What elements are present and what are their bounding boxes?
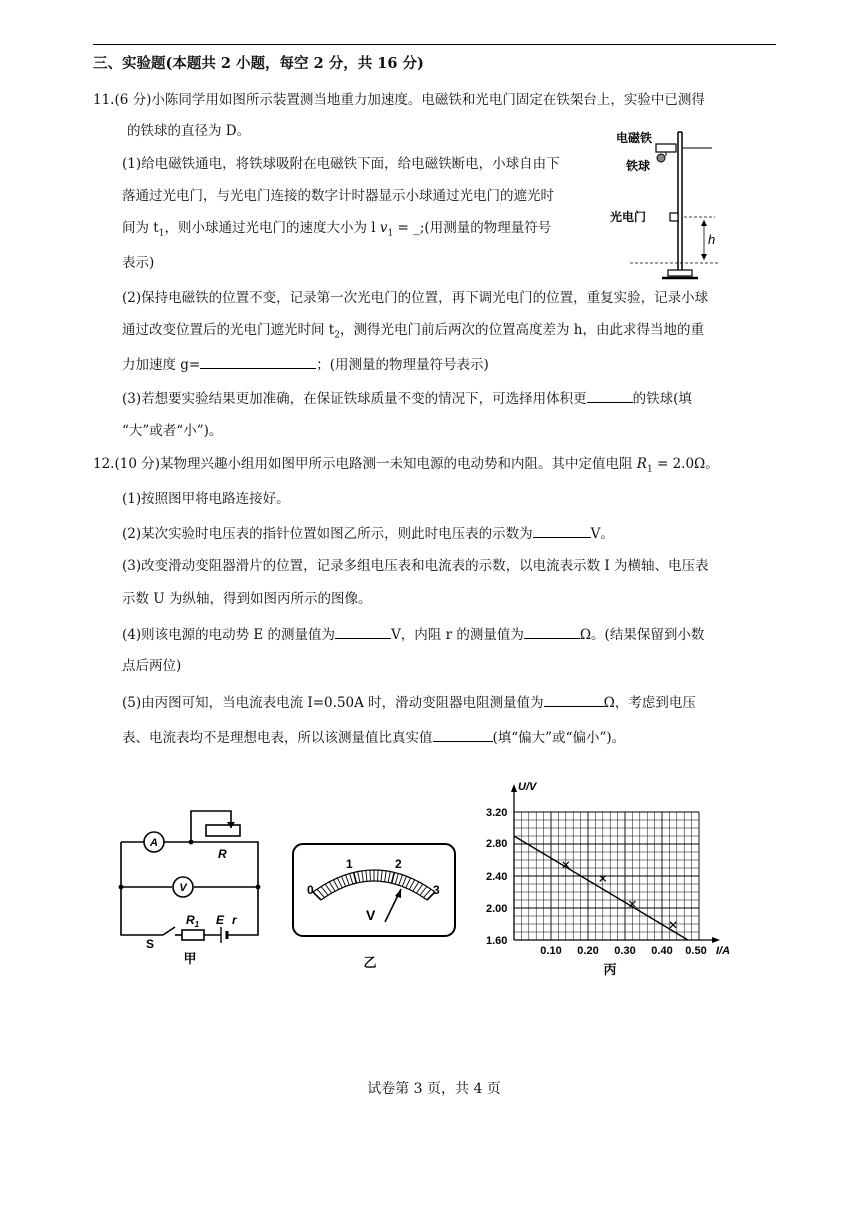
q12-part2-text-a: (2)某次实验时电压表的指针位置如图乙所示，则此时电压表的示数为 — [122, 526, 533, 542]
q11-stem-line1: 11.(6 分)小陈同学用如图所示装置测当地重力加速度。电磁铁和光电门固定在铁架台上，实验中已测得 — [93, 92, 705, 108]
q12-part4-text-a: (4)则该电源的电动势 E 的测量值为 — [122, 627, 336, 643]
rheostat-label: R — [218, 847, 227, 861]
q11-part3-line2: “大”或者“小”)。 — [122, 423, 223, 439]
switch-label: S — [146, 937, 155, 951]
header-rule — [93, 44, 776, 45]
q12-stem-text-a: 12.(10 分)某物理兴趣小组用如图甲所示电路测一未知电源的电动势和内阻。其中定值电阻 — [93, 456, 637, 472]
q11-part1-text-a: 间为 t — [122, 220, 159, 236]
resistor-r1-shape — [182, 930, 204, 940]
gate-shape — [670, 213, 678, 221]
q11-part3-text-b: 的铁球(填 — [632, 391, 692, 407]
answer-blank-voltage[interactable] — [533, 523, 591, 538]
q12-part3-line2: 示数 U 为纵轴，得到如图丙所示的图像。 — [122, 591, 372, 607]
q12-stem-r-symbol: R — [636, 456, 647, 472]
q11-part2-sub: 2 — [334, 330, 340, 341]
q11-part2-text-c: 力加速度 g= — [122, 357, 201, 373]
q12-stem-text-b: = 2.0Ω。 — [652, 456, 719, 472]
q12-part2 — [122, 523, 614, 543]
q12-stem-r-sub: 1 — [646, 464, 653, 475]
answer-blank-rheostat[interactable] — [544, 692, 604, 707]
q12-part2-text-b: V。 — [590, 526, 614, 542]
meter-tick-2: 2 — [395, 857, 402, 871]
q11-part3-text-a: (3)若想要实验结果更加准确，在保证铁球质量不变的情况下，可选择用体积更 — [122, 391, 587, 407]
q12-part4-line1 — [122, 624, 704, 644]
q11-part2-line3 — [122, 354, 489, 374]
q11-velocity-symbol: v — [379, 220, 388, 236]
label-ball: 铁球 — [626, 159, 651, 173]
label-magnet: 电磁铁 — [616, 131, 653, 145]
q11-part2-line1: (2)保持电磁铁的位置不变，记录第一次光电门的位置，再下调光电门的位置，重复实验，记录小球 — [122, 290, 709, 306]
q12-part5-text-a: (5)由丙图可知，当电流表电流 I=0.50A 时，滑动变阻器电阻测量值为 — [122, 695, 544, 711]
meter-unit: V — [366, 907, 376, 923]
caption-jia: 甲 — [183, 951, 197, 966]
answer-blank-size[interactable] — [587, 388, 633, 403]
q11-stem-line2: 的铁球的直径为 D。 — [127, 123, 251, 139]
q11-part2-text-a: 通过改变位置后的光电门遮光时间 t — [122, 322, 335, 338]
data-point — [670, 922, 676, 928]
q12-part3-line1: (3)改变滑动变阻器滑片的位置，记录多组电压表和电流表的示数，以电流表示数 I 为横轴、电压表 — [122, 558, 709, 574]
graph-xtick-2: 0.30 — [614, 945, 636, 957]
label-gate: 光电门 — [610, 210, 647, 224]
q11-part1-line4: 表示) — [122, 255, 155, 271]
q11-part2-text-b: ，测得光电门前后两次的位置高度差为 h，由此求得当地的重 — [339, 322, 704, 338]
q12-part5-text-c: 表、电流表均不是理想电表，所以该测量值比真实值 — [122, 730, 433, 746]
q11-part1-text-c: = _;(用测量的物理量符号 — [393, 220, 552, 236]
answer-blank-bias[interactable] — [433, 727, 493, 742]
graph-xtick-0: 0.10 — [540, 945, 562, 957]
r1-label — [186, 913, 200, 929]
ui-graph — [470, 776, 760, 982]
ball-shape — [657, 154, 665, 162]
r1-label-text: R — [186, 913, 195, 927]
meter-tick-mark — [378, 870, 379, 881]
graph-ytick-0: 3.20 — [486, 807, 508, 819]
q12-part4-text-c: Ω。(结果保留到小数 — [579, 627, 705, 643]
q12-part5-text-d: (填“偏大”或“偏小”)。 — [492, 730, 626, 746]
q12-part5-text-b: Ω，考虑到电压 — [603, 695, 696, 711]
graph-xtick-4: 0.50 — [685, 945, 707, 957]
q11-velocity-sub: 1 — [387, 228, 394, 239]
q12-part5-line1 — [122, 692, 696, 712]
graph-ylabel: U/V — [518, 781, 537, 793]
q11-part2-line2 — [122, 321, 704, 345]
graph-ytick-2: 2.40 — [486, 871, 508, 883]
graph-xtick-1: 0.20 — [577, 945, 599, 957]
r1-label-sub: 1 — [194, 920, 200, 929]
graph-ytick-1: 2.80 — [486, 838, 508, 850]
page-footer: 试卷第 3 页，共 4 页 — [367, 1081, 501, 1097]
meter-tick-0: 0 — [307, 883, 314, 897]
answer-blank-emf[interactable] — [335, 624, 391, 639]
meter-tick-1: 1 — [346, 857, 353, 871]
caption-yi: 乙 — [363, 955, 377, 970]
caption-bing: 丙 — [603, 962, 617, 977]
magnet-shape — [656, 144, 676, 152]
graph-ytick-3: 2.00 — [486, 903, 508, 915]
q11-part1-sub: 1 — [158, 228, 165, 239]
q11-part3-line1 — [122, 388, 692, 408]
apparatus-figure — [600, 120, 740, 290]
q12-part1: (1)按照图甲将电路连接好。 — [122, 491, 290, 507]
rheostat-shape — [206, 825, 240, 836]
graph-xlabel: I/A — [716, 945, 731, 957]
meter-tick-mark — [370, 870, 371, 881]
q11-part1-line3 — [122, 219, 551, 243]
q11-part1-text-b: ，则小球通过光电门的速度大小为 l — [164, 220, 380, 236]
answer-blank-g[interactable] — [200, 354, 316, 369]
q12-stem — [93, 455, 719, 479]
q11-part2-text-d: ；(用测量的物理量符号表示) — [316, 357, 489, 373]
label-h: h — [708, 232, 716, 247]
voltmeter-dial — [291, 842, 457, 972]
meter-tick-3: 3 — [433, 883, 440, 897]
q12-part4-line2: 点后两位) — [122, 658, 182, 674]
q12-part4-text-b: V，内阻 r 的测量值为 — [391, 627, 524, 643]
internal-r-label: r — [232, 913, 237, 927]
q11-part1-line1: (1)给电磁铁通电，将铁球吸附在电磁铁下面，给电磁铁断电，小球自由下 — [122, 156, 560, 172]
section-title: 三、实验题(本题共 2 小题，每空 2 分，共 16 分) — [93, 55, 424, 72]
answer-blank-internal-r[interactable] — [524, 624, 580, 639]
q11-part1-line2: 落通过光电门，与光电门连接的数字计时器显示小球通过光电门的遮光时 — [122, 188, 554, 204]
circuit-diagram — [108, 800, 278, 972]
emf-label: E — [216, 913, 225, 927]
ammeter-label: A — [150, 837, 158, 849]
voltmeter-label: V — [179, 882, 187, 894]
graph-ytick-4: 1.60 — [486, 935, 508, 947]
graph-xtick-3: 0.40 — [651, 945, 673, 957]
q12-part5-line2 — [122, 727, 625, 747]
